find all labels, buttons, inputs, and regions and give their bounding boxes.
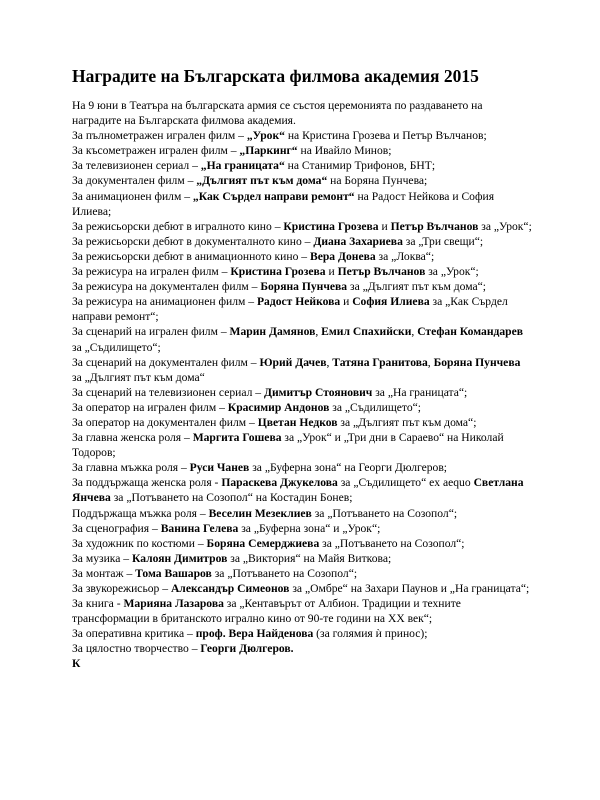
award-text: За режисура на документален филм – bbox=[72, 280, 261, 294]
award-text: за „Съдилището“; bbox=[329, 400, 421, 414]
award-recipient: Светлана Янчева bbox=[72, 476, 524, 505]
award-recipient: Вера Донева bbox=[309, 249, 376, 263]
award-line bbox=[72, 596, 532, 626]
award-text: на Ивайло Минов; bbox=[297, 144, 392, 158]
award-text: за „Съдилището“; bbox=[72, 340, 161, 354]
award-text: за „Потъването на Созопол“; bbox=[319, 536, 465, 550]
award-text: за „Виктория“ на Майя Виткова; bbox=[227, 551, 392, 565]
award-text: За режисура на игрален филм – bbox=[72, 265, 231, 279]
award-recipient: Стефан Командарев bbox=[417, 325, 524, 339]
award-text: за „На границата“; bbox=[372, 385, 468, 399]
award-recipient: Боряна Пунчева bbox=[433, 355, 521, 369]
award-text: За монтаж – bbox=[72, 566, 136, 580]
award-recipient: „Дългият път към дома“ bbox=[196, 174, 328, 188]
award-text: за „Три свещи“; bbox=[402, 234, 484, 248]
award-recipient: Кристина Грозева bbox=[230, 265, 326, 279]
award-text: за „Дългият път към дома“; bbox=[347, 280, 486, 294]
award-recipient: Веселин Мезеклиев bbox=[208, 506, 312, 520]
award-text: (за голямия ѝ принос); bbox=[313, 627, 428, 641]
award-line bbox=[72, 294, 532, 324]
document-body bbox=[72, 98, 532, 672]
award-text: За късометражен игрален филм – bbox=[72, 144, 240, 158]
award-text: , bbox=[326, 355, 333, 369]
award-line bbox=[72, 626, 532, 641]
award-text: За телевизионен сериал – bbox=[72, 159, 201, 173]
award-text: за „Урок“; bbox=[425, 265, 479, 279]
document-page bbox=[72, 66, 532, 672]
award-text: за „Дългият път към дома“; bbox=[337, 415, 477, 429]
award-recipient: „На границата“ bbox=[200, 159, 285, 173]
award-line bbox=[72, 128, 532, 143]
award-recipient: Кристина Грозева bbox=[283, 219, 379, 233]
award-recipient: Ванина Гелева bbox=[160, 521, 239, 535]
award-text: за „Урок“ и „Три дни в Сараево“ на Николай Тодоров; bbox=[72, 431, 504, 460]
award-text: Поддържаща мъжка роля – bbox=[72, 506, 209, 520]
award-recipient: Параскева Джукелова bbox=[221, 476, 338, 490]
award-text: на Радост Нейкова и София Илиева; bbox=[72, 189, 495, 218]
award-recipient: Руси Чанев bbox=[189, 461, 250, 475]
award-text: за „Потъването на Созопол“ на Костадин Бонев; bbox=[110, 491, 353, 505]
award-line bbox=[72, 581, 532, 596]
award-text: за „Урок“; bbox=[478, 219, 532, 233]
award-line bbox=[72, 475, 532, 505]
award-line bbox=[72, 385, 532, 400]
award-recipient: Боряна Семерджиева bbox=[206, 536, 320, 550]
intro-paragraph: На 9 юни в Театъра на българската армия се състоя церемонията по раздаването на наградите на Българската филмова академия. bbox=[72, 99, 483, 128]
award-text: За оперативна критика – bbox=[72, 627, 196, 641]
award-recipient: „Как Сърдел направи ремонт“ bbox=[192, 189, 355, 203]
award-text: за „Буферна зона“ на Георги Дюлгеров; bbox=[249, 461, 448, 475]
award-line bbox=[72, 400, 532, 415]
award-line bbox=[72, 189, 532, 219]
award-text: За сценарий на документален филм – bbox=[72, 355, 260, 369]
award-recipient: Юрий Дачев bbox=[259, 355, 327, 369]
page-title: Наградите на Българската филмова академия 2015 bbox=[72, 66, 479, 86]
award-line bbox=[72, 566, 532, 581]
award-recipient: Маргита Гошева bbox=[192, 431, 282, 445]
award-text: за „Локва“; bbox=[375, 249, 435, 263]
award-line bbox=[72, 264, 532, 279]
award-recipient: Петър Вълчанов bbox=[390, 219, 479, 233]
award-recipient: Марин Дамянов bbox=[229, 325, 316, 339]
award-line bbox=[72, 355, 532, 385]
award-text: За сценарий на игрален филм – bbox=[72, 325, 230, 339]
award-line bbox=[72, 173, 532, 188]
awards-list bbox=[72, 128, 532, 656]
award-text: на Боряна Пунчева; bbox=[327, 174, 428, 188]
award-line bbox=[72, 460, 532, 475]
award-text: За оператор на игрален филм – bbox=[72, 400, 228, 414]
award-text: , bbox=[427, 355, 434, 369]
award-text: За сценография – bbox=[72, 521, 161, 535]
award-text: за „Съдилището“ ex aequo bbox=[337, 476, 474, 490]
award-line bbox=[72, 143, 532, 158]
award-recipient: София Илиева bbox=[352, 295, 430, 309]
award-line bbox=[72, 506, 532, 521]
award-text: за „Кентавърът от Албион. Традиции и техните трансформации в британското игрално кино от 90-те години на ХХ век“; bbox=[72, 597, 461, 626]
award-text: за „Буферна зона“ и „Урок“; bbox=[238, 521, 381, 535]
award-text: за „Дългият път към дома“ bbox=[72, 370, 205, 384]
award-text: За режисьорски дебют в документалното кино – bbox=[72, 234, 314, 248]
award-text: За анимационен филм – bbox=[72, 189, 193, 203]
award-line bbox=[72, 641, 532, 656]
award-text: за „Как Сърдел направи ремонт“; bbox=[72, 295, 508, 324]
award-text: За звукорежисьор – bbox=[72, 582, 171, 595]
award-line bbox=[72, 158, 532, 173]
award-recipient: Тома Вашаров bbox=[135, 566, 212, 580]
award-recipient: Радост Нейкова bbox=[256, 295, 341, 309]
award-recipient: Петър Вълчанов bbox=[337, 265, 426, 279]
award-text: За оператор на документален филм – bbox=[72, 415, 258, 429]
award-text: За пълнометражен игрален филм – bbox=[72, 129, 247, 143]
award-text: За главна мъжка роля – bbox=[72, 461, 190, 475]
award-recipient: Красимир Андонов bbox=[227, 400, 330, 414]
award-line bbox=[72, 219, 532, 234]
award-line bbox=[72, 249, 532, 264]
award-recipient: Диана Захариева bbox=[313, 234, 403, 248]
award-text: , bbox=[315, 325, 322, 339]
award-text: , bbox=[411, 325, 418, 339]
award-text: За художник по костюми – bbox=[72, 536, 207, 550]
award-text: За поддържаща женска роля - bbox=[72, 476, 222, 490]
award-recipient: „Урок“ bbox=[246, 129, 285, 143]
award-text: За режисьорски дебют в анимационното кино – bbox=[72, 249, 310, 263]
award-line bbox=[72, 279, 532, 294]
award-recipient: Емил Спахийски bbox=[321, 325, 412, 339]
award-text: За цялостно творчество – bbox=[72, 642, 201, 656]
award-line bbox=[72, 324, 532, 354]
award-text: за „Омбре“ на Захари Паунов и „На границата“; bbox=[289, 582, 530, 595]
award-recipient: Боряна Пунчева bbox=[260, 280, 348, 294]
award-text: За сценарий на телевизионен сериал – bbox=[72, 385, 264, 399]
award-text: За документален филм – bbox=[72, 174, 197, 188]
award-recipient: Димитър Стоянович bbox=[263, 385, 373, 399]
award-text: За режисьорски дебют в игралното кино – bbox=[72, 219, 284, 233]
award-recipient: Георги Дюлгеров. bbox=[200, 642, 294, 656]
award-line bbox=[72, 551, 532, 566]
award-line bbox=[72, 430, 532, 460]
award-line bbox=[72, 415, 532, 430]
award-text: За музика – bbox=[72, 551, 132, 565]
award-recipient: Калоян Димитров bbox=[131, 551, 228, 565]
award-text: за „Потъването на Созопол“; bbox=[311, 506, 458, 520]
award-recipient: Татяна Гранитова bbox=[332, 355, 428, 369]
award-text: За книга - bbox=[72, 597, 124, 611]
award-recipient: Цветан Недков bbox=[257, 415, 338, 429]
award-line bbox=[72, 521, 532, 536]
award-text: за „Потъването на Созопол“; bbox=[211, 566, 358, 580]
award-recipient: „Паркинг“ bbox=[239, 144, 298, 158]
award-text: и bbox=[340, 295, 353, 309]
award-recipient: Александър Симеонов bbox=[170, 582, 290, 595]
award-text: и bbox=[378, 219, 391, 233]
award-line bbox=[72, 536, 532, 551]
award-recipient: Марияна Лазарова bbox=[123, 597, 224, 611]
award-text: За главна женска роля – bbox=[72, 431, 193, 445]
award-text: и bbox=[325, 265, 338, 279]
award-line bbox=[72, 234, 532, 249]
award-text: на Станимир Трифонов, БНТ; bbox=[284, 159, 436, 173]
award-recipient: проф. Вера Найденова bbox=[195, 627, 314, 641]
trailing-letter: К bbox=[72, 657, 81, 671]
award-text: За режисура на анимационен филм – bbox=[72, 295, 257, 309]
award-text: на Кристина Грозева и Петър Вълчанов; bbox=[284, 129, 487, 143]
